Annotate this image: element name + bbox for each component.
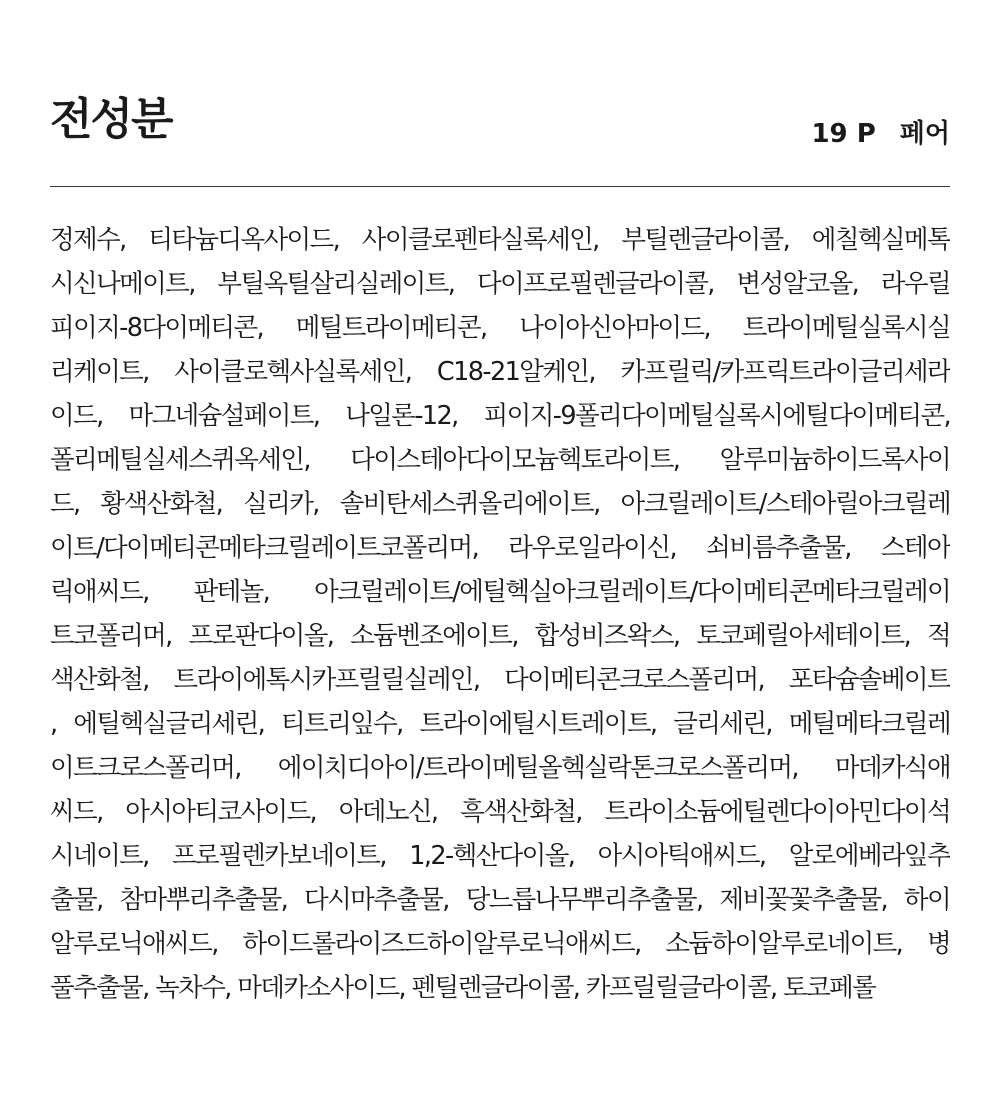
ingredient-line: 정제수, 티타늄디옥사이드, 사이클로펜타실록세인, 부틸렌글라이콜, 에칠헥실메톡 [50, 225, 950, 255]
header-divider [50, 186, 950, 187]
page-title: 전성분 [50, 94, 172, 145]
ingredient-line: 드, 황색산화철, 실리카, 솔비탄세스퀴올리에이트, 아크릴레이트/스테아릴아크릴레 [50, 489, 950, 519]
ingredient-list [50, 218, 950, 1010]
ingredient-line: 이드, 마그네슘설페이트, 나일론-12, 피이지-9폴리다이메틸실록시에틸다이메티콘, [50, 401, 950, 431]
category-label: 페어 [899, 119, 950, 149]
ingredient-line: 이트크로스폴리머, 에이치디아이/트라이메틸올헥실락톤크로스폴리머, 마데카식애 [50, 753, 950, 783]
ingredient-line: 씨드, 아시아티코사이드, 아데노신, 흑색산화철, 트라이소듐에틸렌다이아민다이석 [50, 797, 950, 827]
ingredient-line: 리케이트, 사이클로헥사실록세인, C18-21알케인, 카프릴릭/카프릭트라이글리세라 [50, 357, 950, 387]
ingredient-line: , 에틸헥실글리세린, 티트리잎수, 트라이에틸시트레이트, 글리세린, 메틸메타크릴레 [50, 709, 950, 739]
ingredient-line: 트코폴리머, 프로판다이올, 소듐벤조에이트, 합성비즈왁스, 토코페릴아세테이트, 적 [50, 621, 950, 651]
ingredient-line: 알루로닉애씨드, 하이드롤라이즈드하이알루로닉애씨드, 소듐하이알루로네이트, 병 [50, 929, 950, 959]
ingredient-line: 색산화철, 트라이에톡시카프릴릴실레인, 다이메티콘크로스폴리머, 포타슘솔베이트 [50, 665, 950, 695]
page-number: 19 P [811, 119, 876, 149]
ingredient-line: 피이지-8다이메티콘, 메틸트라이메티콘, 나이아신아마이드, 트라이메틸실록시실 [50, 313, 950, 343]
page-meta [811, 114, 950, 154]
ingredient-line: 시네이트, 프로필렌카보네이트, 1,2-헥산다이올, 아시아틱애씨드, 알로에베라잎추 [50, 841, 950, 871]
ingredient-line: 릭애씨드, 판테놀, 아크릴레이트/에틸헥실아크릴레이트/다이메티콘메타크릴레이 [50, 577, 950, 607]
ingredient-line: 이트/다이메티콘메타크릴레이트코폴리머, 라우로일라이신, 쇠비름추출물, 스테아 [50, 533, 950, 563]
page-header [50, 88, 950, 158]
ingredient-line: 폴리메틸실세스퀴옥세인, 다이스테아다이모늄헥토라이트, 알루미늄하이드록사이 [50, 445, 950, 475]
ingredient-line: 시신나메이트, 부틸옥틸살리실레이트, 다이프로필렌글라이콜, 변성알코올, 라우릴 [50, 269, 950, 299]
ingredient-line: 풀추출물, 녹차수, 마데카소사이드, 펜틸렌글라이콜, 카프릴릴글라이콜, 토코페롤 [50, 973, 876, 1003]
ingredient-line: 출물, 참마뿌리추출물, 다시마추출물, 당느릅나무뿌리추출물, 제비꽃꽃추출물, 하이 [50, 885, 950, 915]
